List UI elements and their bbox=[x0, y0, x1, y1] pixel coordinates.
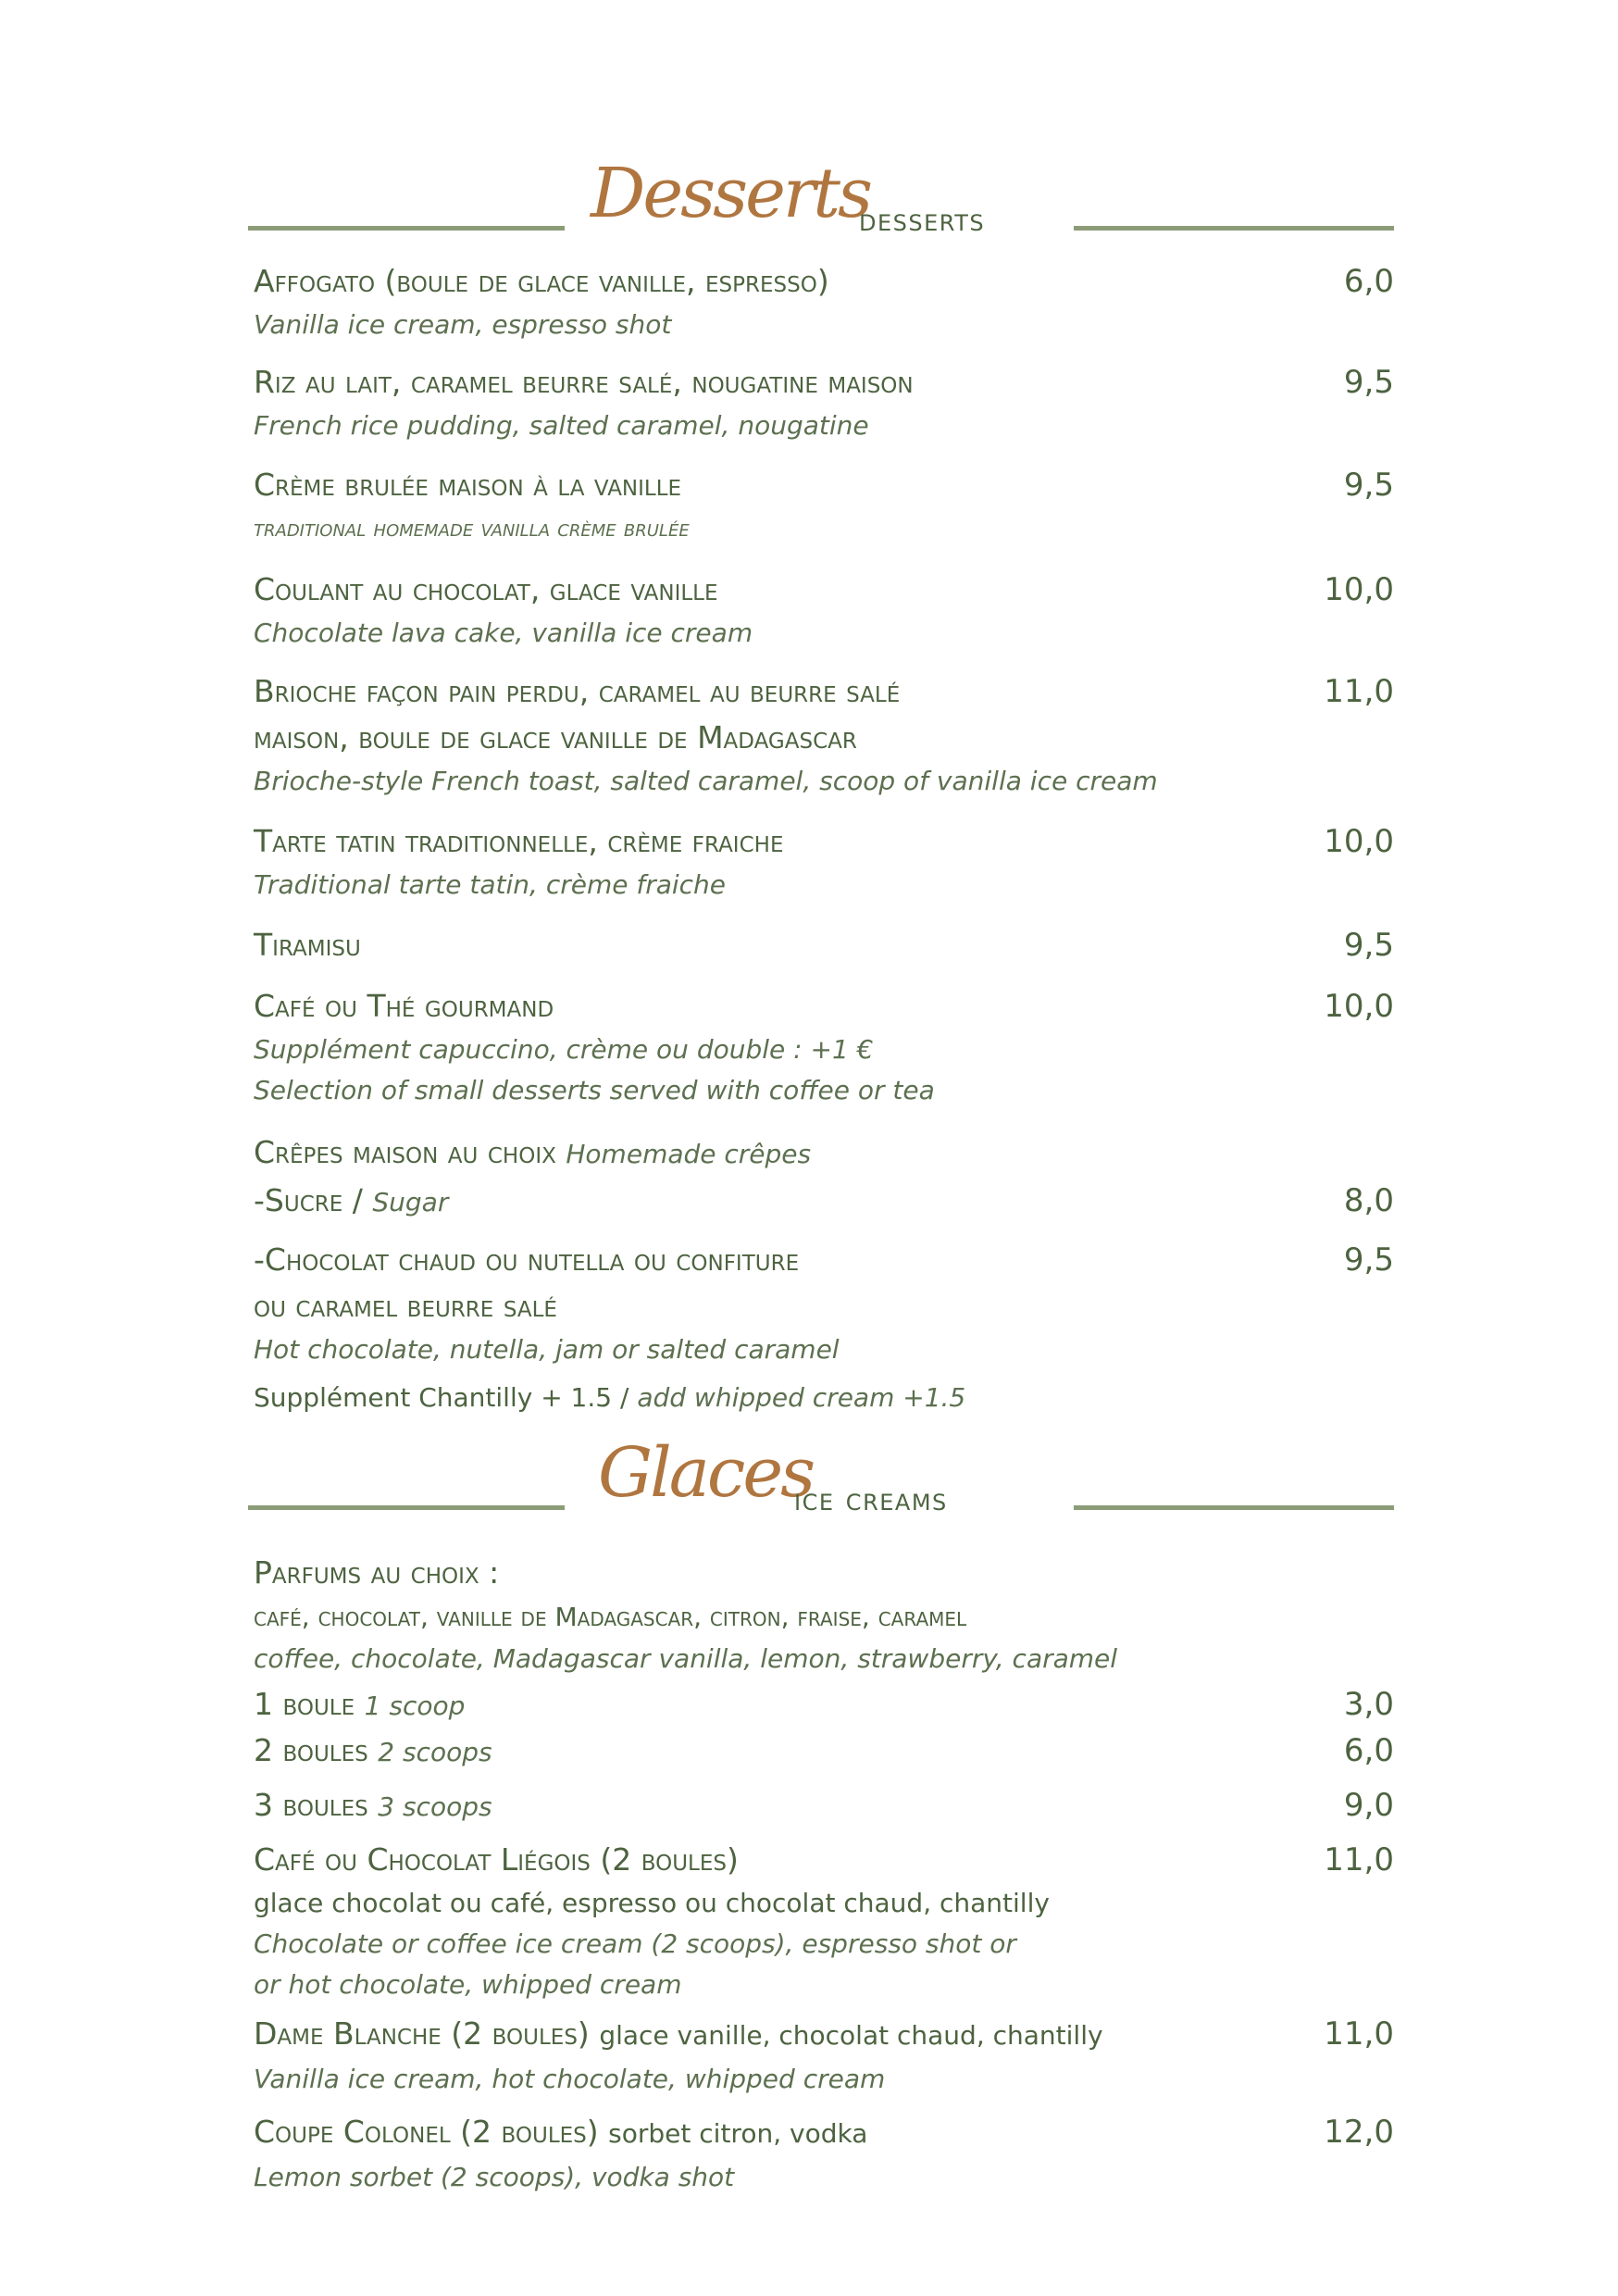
item-price: 10,0 bbox=[1324, 571, 1394, 608]
scoop-name: 3 boules bbox=[254, 1787, 368, 1823]
item-translation: Chocolate lava cake, vanilla ice cream bbox=[254, 618, 753, 648]
item-description: glace chocolat ou café, espresso ou chocolat chaud, chantilly bbox=[254, 1888, 1050, 1918]
item-name: Brioche façon pain perdu, caramel au beurre salé bbox=[254, 673, 901, 709]
item-price: 8,0 bbox=[1343, 1182, 1394, 1219]
item-translation: Selection of small desserts served with coffee or tea bbox=[254, 1075, 935, 1105]
parfums-block bbox=[254, 1550, 1394, 1679]
item-translation-line2: or hot chocolate, whipped cream bbox=[254, 1969, 682, 2000]
item-name: Crème brulée maison à la vanille bbox=[254, 467, 682, 503]
crepes-title bbox=[254, 1129, 1226, 1178]
crepes-sucre-name: -Sucre / bbox=[254, 1182, 373, 1218]
item-price: 9,5 bbox=[1343, 1242, 1394, 1279]
supplement-en: add whipped cream +1.5 bbox=[637, 1382, 966, 1413]
item-name: Tarte tatin traditionnelle, crème fraiche bbox=[254, 823, 784, 859]
item-name: Dame Blanche (2 boules) bbox=[254, 2015, 590, 2052]
item-price: 11,0 bbox=[1324, 2015, 1394, 2053]
crepes-sucre-row bbox=[254, 1178, 1394, 1226]
menu-item bbox=[254, 1237, 1394, 1418]
item-name: Café ou Chocolat Liégois (2 boules) bbox=[254, 1841, 739, 1878]
crepes-sucre-translation: Sugar bbox=[372, 1187, 449, 1217]
item-price: 9,5 bbox=[1343, 364, 1394, 401]
menu-item bbox=[254, 2011, 1394, 2100]
menu-item bbox=[254, 2109, 1394, 2198]
item-translation: traditional homemade vanilla crème brulée bbox=[254, 515, 690, 543]
item-name: Tiramisu bbox=[254, 927, 361, 963]
item-price: 6,0 bbox=[1343, 1732, 1394, 1769]
menu-item bbox=[254, 1837, 1394, 2005]
glaces-heading bbox=[248, 1433, 1394, 1544]
item-translation: Traditional tarte tatin, crème fraiche bbox=[254, 869, 727, 900]
item-price: 11,0 bbox=[1324, 1841, 1394, 1878]
scoop-translation: 1 scoop bbox=[364, 1691, 466, 1721]
scoop-name: 2 boules bbox=[254, 1732, 368, 1768]
item-price: 9,0 bbox=[1343, 1787, 1394, 1824]
menu-item bbox=[254, 668, 1394, 802]
item-price: 12,0 bbox=[1324, 2114, 1394, 2151]
parfums-translation: coffee, chocolate, Madagascar vanilla, lemon, strawberry, caramel bbox=[254, 1643, 1118, 1674]
heading-caps: ice creams bbox=[794, 1481, 948, 1518]
heading-rule-left bbox=[248, 226, 565, 231]
scoop-name: 1 boule bbox=[254, 1686, 355, 1722]
heading-script: Glaces bbox=[598, 1433, 814, 1513]
item-translation: Chocolate or coffee ice cream (2 scoops), espresso shot or bbox=[254, 1928, 1016, 1959]
chantilly-supplement bbox=[254, 1378, 1394, 1418]
heading-rule-right bbox=[1074, 1505, 1394, 1510]
menu-item bbox=[254, 983, 1394, 1111]
scoop-row bbox=[254, 1782, 1394, 1830]
item-name: Coulant au chocolat, glace vanille bbox=[254, 571, 718, 607]
item-name: Coupe Colonel (2 boules) bbox=[254, 2114, 599, 2150]
item-price: 9,5 bbox=[1343, 927, 1394, 964]
menu-item bbox=[254, 462, 1394, 549]
heading-rule-right bbox=[1074, 226, 1394, 231]
scoop-row bbox=[254, 1728, 1394, 1776]
menu-item bbox=[254, 818, 1394, 905]
item-price: 10,0 bbox=[1324, 823, 1394, 860]
item-translation: Lemon sorbet (2 scoops), vodka shot bbox=[254, 2162, 735, 2192]
item-price: 9,5 bbox=[1343, 467, 1394, 504]
parfums-title: Parfums au choix : bbox=[254, 1554, 500, 1591]
crepes-group bbox=[254, 1129, 1394, 1226]
item-name-line2: maison, boule de glace vanille de Madagascar bbox=[254, 719, 857, 755]
item-translation: Brioche-style French toast, salted caramel, scoop of vanilla ice cream bbox=[254, 766, 1158, 796]
heading-rule-left bbox=[248, 1505, 565, 1510]
menu-item bbox=[254, 359, 1394, 446]
item-price: 6,0 bbox=[1343, 263, 1394, 300]
item-price: 3,0 bbox=[1343, 1686, 1394, 1723]
item-description: glace vanille, chocolat chaud, chantilly bbox=[599, 2020, 1103, 2051]
supplement-fr: Supplément Chantilly + 1.5 / bbox=[254, 1382, 638, 1413]
item-name: Riz au lait, caramel beurre salé, nougatine maison bbox=[254, 364, 914, 400]
item-name-line2: ou caramel beurre salé bbox=[254, 1288, 557, 1324]
item-price: 11,0 bbox=[1324, 673, 1394, 710]
item-translation: Vanilla ice cream, espresso shot bbox=[254, 309, 672, 340]
scoop-row bbox=[254, 1681, 1394, 1729]
menu-item bbox=[254, 258, 1394, 345]
parfums-list: café, chocolat, vanille de Madagascar, citron, fraise, caramel bbox=[254, 1602, 967, 1632]
scoop-translation: 3 scoops bbox=[378, 1791, 492, 1822]
desserts-heading bbox=[248, 154, 1394, 265]
crepes-name: Crêpes maison au choix bbox=[254, 1134, 556, 1170]
item-name: Café ou Thé gourmand bbox=[254, 988, 554, 1024]
heading-caps: desserts bbox=[859, 202, 986, 239]
item-translation: French rice pudding, salted caramel, nougatine bbox=[254, 410, 869, 441]
item-name: -Chocolat chaud ou nutella ou confiture bbox=[254, 1242, 800, 1278]
item-translation: Vanilla ice cream, hot chocolate, whipped cream bbox=[254, 2064, 886, 2094]
heading-script: Desserts bbox=[591, 154, 870, 233]
menu-item bbox=[254, 567, 1394, 654]
item-description: sorbet citron, vodka bbox=[608, 2118, 868, 2149]
crepes-translation: Homemade crêpes bbox=[566, 1139, 812, 1169]
scoop-translation: 2 scoops bbox=[378, 1737, 492, 1767]
menu-item bbox=[254, 922, 1394, 968]
crepes-sucre bbox=[254, 1178, 1226, 1226]
item-price: 10,0 bbox=[1324, 988, 1394, 1025]
item-name: Affogato (boule de glace vanille, espresso) bbox=[254, 263, 829, 299]
item-supplement: Supplément capuccino, crème ou double : +1 € bbox=[254, 1034, 874, 1065]
item-translation: Hot chocolate, nutella, jam or salted caramel bbox=[254, 1334, 840, 1365]
